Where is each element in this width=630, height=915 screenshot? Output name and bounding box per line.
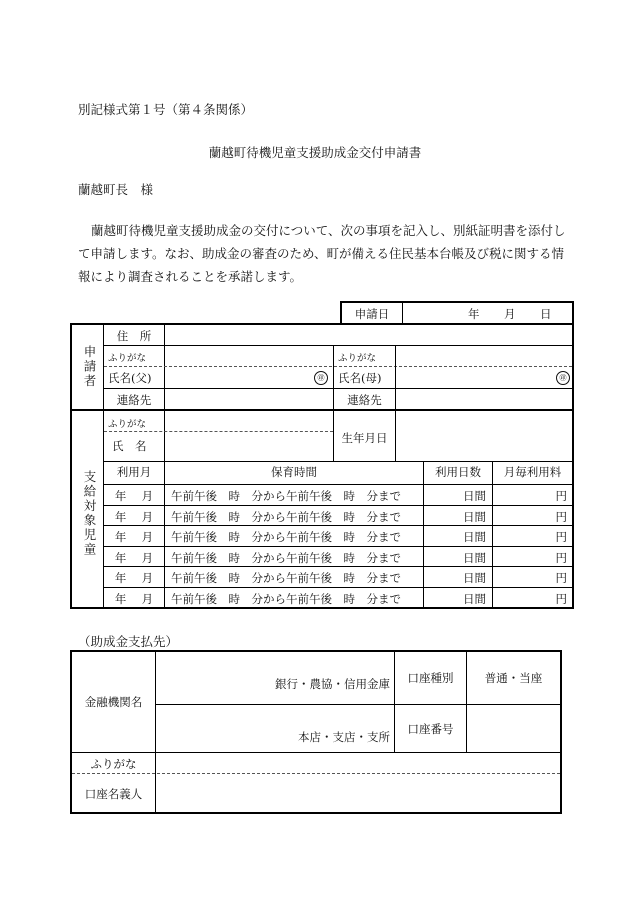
child-section-label: 支給対象児童 <box>82 470 97 557</box>
usage-row-days: 日間 <box>463 489 486 503</box>
usage-row-time: 午前午後 時 分から午前午後 時 分まで <box>171 571 401 585</box>
usage-row-fee: 円 <box>555 509 567 524</box>
usage-row-time: 午前午後 時 分から午前午後 時 分まで <box>171 550 401 565</box>
account-number-label: 口座番号 <box>407 722 454 736</box>
form-number: 別記様式第１号（第４条関係） <box>78 102 254 117</box>
address-label: 住 所 <box>116 329 152 343</box>
usage-row-days: 日間 <box>463 509 486 524</box>
usage-row-month: 年 月 <box>114 489 154 503</box>
usage-row-month: 年 月 <box>114 571 154 585</box>
mother-furigana-label: ふりがな <box>338 353 377 364</box>
usage-row-month: 年 月 <box>114 530 154 544</box>
usage-row-fee: 円 <box>555 530 567 544</box>
usage-row-month: 年 月 <box>114 550 154 565</box>
institution-label: 金融機関名 <box>84 695 143 709</box>
payment-heading: （助成金支払先） <box>78 634 179 649</box>
child-furigana-label: ふりがな <box>108 419 147 430</box>
applicant-section-label: 申請者 <box>82 345 97 389</box>
usage-row-days: 日間 <box>463 571 486 585</box>
addressee: 蘭越町長 様 <box>78 182 154 197</box>
branch-types: 本店・支店・支所 <box>298 730 390 744</box>
usage-row-time: 午前午後 時 分から午前午後 時 分まで <box>171 591 401 606</box>
application-date-label: 申請日 <box>354 307 390 321</box>
usage-row-time: 午前午後 時 分から午前午後 時 分まで <box>171 489 401 503</box>
usage-row-days: 日間 <box>463 530 486 544</box>
usage-row-time: 午前午後 時 分から午前午後 時 分まで <box>171 530 401 544</box>
intro-paragraph: 蘭越町待機児童支援助成金の交付について、次の事項を記入し、別紙証明書を添付して申請します。なお、助成金の審査のため、町が備える住民基本台帳及び税に関する情報により調査されることを承諾します。 <box>78 223 566 284</box>
column-header-fee: 月毎利用料 <box>503 465 562 479</box>
father-seal-mark: ㊞ <box>314 371 328 385</box>
father-contact-label: 連絡先 <box>116 393 152 407</box>
date-month-label: 月 <box>504 307 516 321</box>
page-title: 蘭越町待機児童支援助成金交付申請書 <box>208 145 422 160</box>
column-header-days: 利用日数 <box>435 465 481 479</box>
usage-row-time: 午前午後 時 分から午前午後 時 分まで <box>171 509 401 524</box>
mother-contact-label: 連絡先 <box>347 393 382 407</box>
usage-row-fee: 円 <box>555 550 567 565</box>
account-type-options: 普通・当座 <box>484 671 543 685</box>
institution-types: 銀行・農協・信用金庫 <box>275 677 390 691</box>
column-header-hours: 保育時間 <box>271 465 317 479</box>
usage-row-days: 日間 <box>463 550 486 565</box>
usage-row-month: 年 月 <box>114 591 154 606</box>
mother-name-label: 氏名(母) <box>338 371 382 385</box>
account-type-label: 口座種別 <box>407 671 454 685</box>
holder-furigana-label: ふりがな <box>90 757 137 771</box>
usage-row-month: 年 月 <box>114 509 154 524</box>
usage-row-fee: 円 <box>555 571 567 585</box>
father-name-label: 氏名(父) <box>108 371 152 385</box>
date-year-label: 年 <box>468 307 480 321</box>
usage-row-fee: 円 <box>555 489 567 503</box>
mother-seal-mark: ㊞ <box>556 371 570 385</box>
column-header-month: 利用月 <box>116 465 152 479</box>
holder-name-label: 口座名義人 <box>84 787 143 801</box>
father-furigana-label: ふりがな <box>108 353 147 364</box>
usage-row-days: 日間 <box>463 591 486 606</box>
usage-row-fee: 円 <box>555 591 567 606</box>
date-day-label: 日 <box>540 307 552 321</box>
child-name-label: 氏 名 <box>112 439 147 453</box>
child-birthdate-label: 生年月日 <box>341 431 388 445</box>
